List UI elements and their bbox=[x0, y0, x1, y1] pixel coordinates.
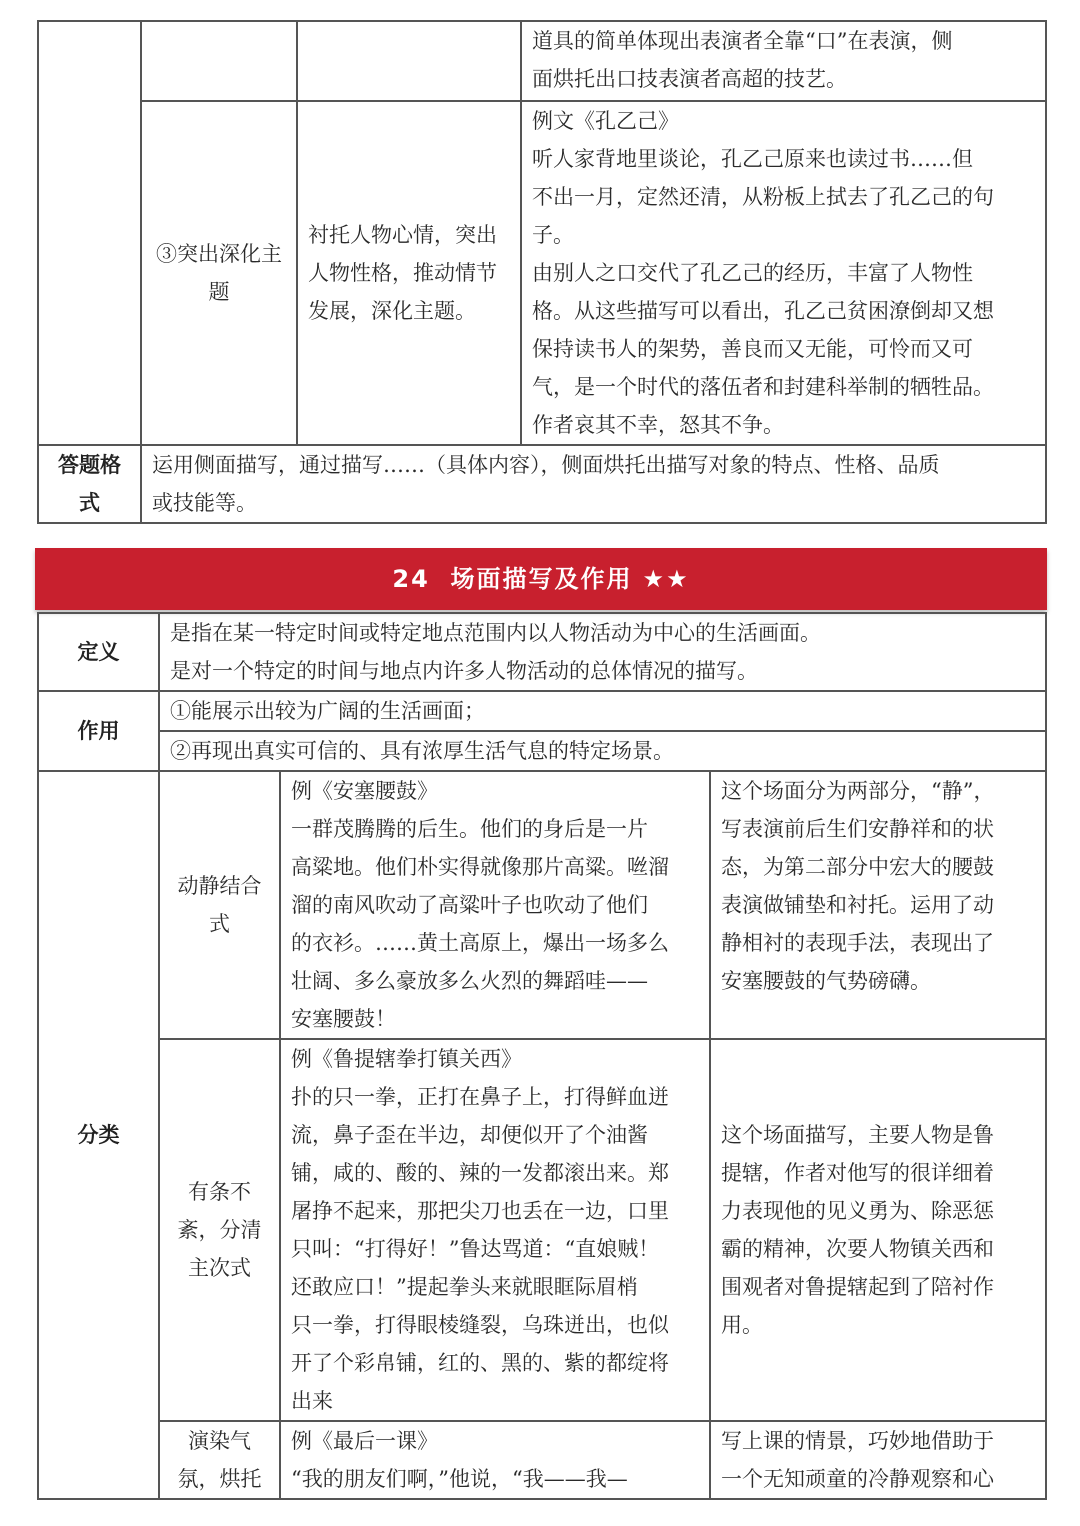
example-cell: 例《最后一课》 “我的朋友们啊，”他说，“我——我— bbox=[280, 1421, 710, 1499]
function-explanation-cell: 衬托人物心情，突出人物性格，推动情节发展，深化主题。 bbox=[297, 101, 521, 445]
table-row bbox=[38, 101, 1046, 445]
function-label: 作用 bbox=[38, 691, 159, 771]
answer-format-text: 运用侧面描写，通过描写……（具体内容），侧面烘托出描写对象的特点、性格、品质 或技能等。 bbox=[141, 445, 1046, 523]
table-row bbox=[38, 21, 1046, 101]
table-row bbox=[38, 691, 1046, 731]
table-row bbox=[38, 445, 1046, 523]
table-row bbox=[38, 731, 1046, 771]
type-name-cell: 动静结合式 bbox=[159, 771, 280, 1039]
side-description-table bbox=[37, 20, 1047, 524]
definition-text: 是指在某一特定时间或特定地点范围内以人物活动为中心的生活画面。 是对一个特定的时间与地点内许多人物活动的总体情况的描写。 bbox=[159, 613, 1046, 691]
section-number: 24 bbox=[392, 565, 430, 593]
analysis-cell: 写上课的情景，巧妙地借助于 一个无知顽童的冷静观察和心 bbox=[710, 1421, 1046, 1499]
example-cell: 例《安塞腰鼓》 一群茂腾腾的后生。他们的身后是一片 高粱地。他们朴实得就像那片高粱。咝溜 溜的南风吹动了高粱叶子也吹动了他们 的衣衫。……黄土高原上，爆出一场多么 壮阔、多么豪放多么火烈的舞蹈哇—— 安塞腰鼓！ bbox=[280, 771, 710, 1039]
section-header-banner bbox=[35, 548, 1047, 610]
scene-description-table bbox=[37, 612, 1047, 1500]
table-row bbox=[38, 771, 1046, 1039]
classification-label: 分类 bbox=[38, 771, 159, 1499]
table-row bbox=[38, 613, 1046, 691]
analysis-cell: 这个场面描写，主要人物是鲁 提辖，作者对他写的很详细着 力表现他的见义勇为、除恶惩 霸的精神，次要人物镇关西和 围观者对鲁提辖起到了陪衬作 用。 bbox=[710, 1039, 1046, 1421]
section-title: 场面描写及作用 bbox=[450, 565, 633, 593]
analysis-cell: 这个场面分为两部分，“静”， 写表演前后生们安静祥和的状 态，为第二部分中宏大的腰鼓 表演做铺垫和衬托。运用了动 静相衬的表现手法，表现出了 安塞腰鼓的气势磅礴。 bbox=[710, 771, 1046, 1039]
type-name-cell: 演染气氛，烘托 bbox=[159, 1421, 280, 1499]
empty-cell bbox=[38, 21, 141, 445]
empty-cell bbox=[297, 21, 521, 101]
function-item: ①能展示出较为广阔的生活画面； bbox=[159, 691, 1046, 731]
table-row bbox=[38, 1421, 1046, 1499]
example-cell: 道具的简单体现出表演者全靠“口”在表演，侧 面烘托出口技表演者高超的技艺。 bbox=[521, 21, 1046, 101]
answer-format-label: 答题格式 bbox=[38, 445, 141, 523]
example-cell: 例文《孔乙己》 听人家背地里谈论，孔乙己原来也读过书……但 不出一月，定然还清，从粉板上拭去了孔乙己的句 子。 由别人之口交代了孔乙己的经历，丰富了人物性 格。从这些描写可以看出，孔乙己贫困潦倒却又想 保持读书人的架势，善良而又无能，可怜而又可 气，是一个时代的落伍者和封建科举制的牺牲品。 作者哀其不幸，怒其不争。 bbox=[521, 101, 1046, 445]
difficulty-stars-icon: ★★ bbox=[642, 565, 690, 593]
function-item: ②再现出真实可信的、具有浓厚生活气息的特定场景。 bbox=[159, 731, 1046, 771]
function-name-cell: ③突出深化主题 bbox=[141, 101, 297, 445]
empty-cell bbox=[141, 21, 297, 101]
example-cell: 例《鲁提辖拳打镇关西》 扑的只一拳，正打在鼻子上，打得鲜血迸 流，鼻子歪在半边，却便似开了个油酱 铺，咸的、酸的、辣的一发都滚出来。郑 屠挣不起来，那把尖刀也丢在一边，口里 只叫：“打得好！”鲁达骂道：“直娘贼！ 还敢应口！”提起拳头来就眼眶际眉梢 只一拳，打得眼棱缝裂，乌珠迸出，也似 开了个彩帛铺，红的、黑的、紫的都绽将 出来 bbox=[280, 1039, 710, 1421]
table-row bbox=[38, 1039, 1046, 1421]
definition-label: 定义 bbox=[38, 613, 159, 691]
type-name-cell: 有条不紊，分清主次式 bbox=[159, 1039, 280, 1421]
